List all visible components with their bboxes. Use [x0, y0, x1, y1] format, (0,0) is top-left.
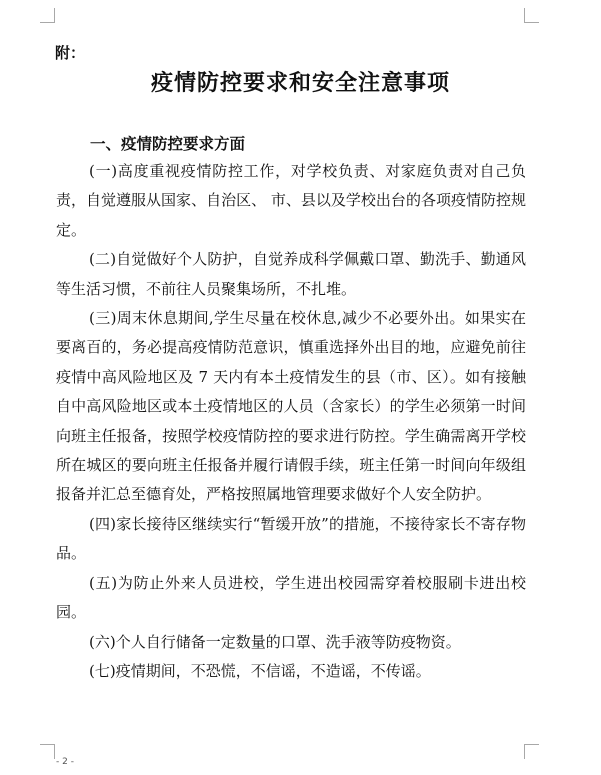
paragraph-6: (六)个人自行储备一定数量的口罩、洗手液等防疫物资。	[89, 632, 461, 651]
paragraph-1: (一)高度重视疫情防控工作，对学校负责、对家庭负责对自己负责，自觉遵服从国家、自治区、 市、县以及学校出台的各项疫情防控规定。	[56, 162, 526, 239]
attachment-label: 附：	[55, 44, 86, 62]
paragraph-5: (五)为防止外来人员进校，学生进出校园需穿着校服刷卡进出校园。	[56, 573, 526, 622]
document-body	[56, 157, 526, 686]
document-title: 疫情防控要求和安全注意事项	[150, 71, 450, 96]
paragraph-7: (七)疫情期间，不恐慌，不信谣，不造谣，不传谣。	[89, 661, 431, 680]
crop-mark-bottom-left	[40, 744, 55, 759]
paragraph-3: (三)周末休息期间,学生尽量在校休息,减少不必要外出。如果实在要离百的，务必提高疫情防范意识，慎重选择外出目的地，应避免前往疫情中高风险地区及 7 天内有本土疫情发生的县（市、区）。如有接触自中高风险地区或本土疫情地区的人员（含家长）的学生必须第一时间向班主任报备，按照学校疫情防控的要求进行防控。学生确需离开学校所在城区的要向班主任报备并履行请假手续，班主任第一时间向年级组报备并汇总至德育处，严格按照属地管理要求做好个人安全防护。	[56, 309, 526, 504]
crop-mark-top-left	[40, 8, 55, 23]
paragraph-2: (二)自觉做好个人防护，自觉养成科学佩戴口罩、勤洗手、勤通风等生活习惯，不前往人员聚集场所，不扎堆。	[56, 250, 526, 298]
section-heading: 一、疫情防控要求方面	[90, 135, 246, 153]
crop-mark-top-right	[524, 8, 539, 23]
crop-mark-bottom-right	[524, 744, 539, 759]
page-number: - 2 -	[56, 757, 74, 767]
paragraph-4: (四)家长接待区继续实行“暂缓开放”的措施，不接待家长不寄存物品。	[56, 514, 526, 563]
